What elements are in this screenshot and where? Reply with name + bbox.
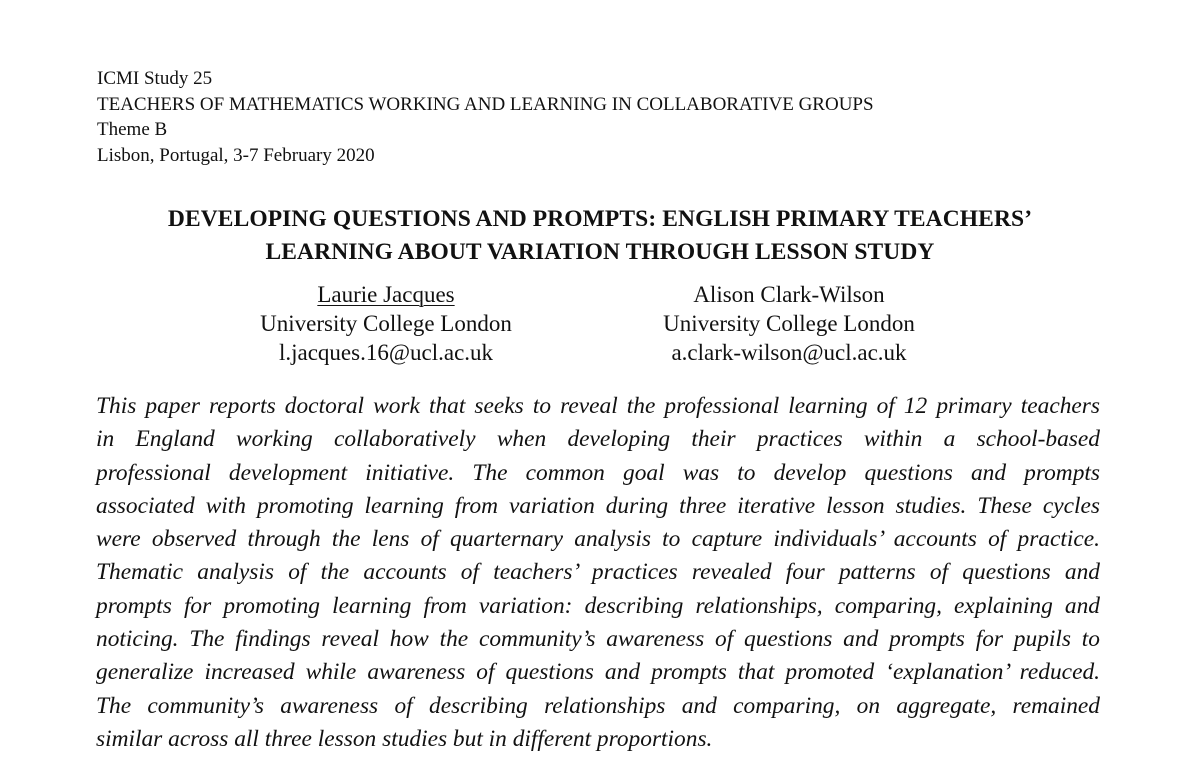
abstract-line: Thematic analysis of the accounts of teachers’ practices revealed four patterns of questions and [96, 559, 1100, 586]
abstract-line: professional development initiative. The common goal was to develop questions and prompts [96, 459, 1100, 486]
author-affiliation: University College London [663, 311, 915, 336]
abstract-line: similar across all three lesson studies but in different proportions. [96, 725, 713, 752]
author-block-2 [639, 280, 939, 367]
author-name: Alison Clark-Wilson [693, 282, 885, 307]
author-email: l.jacques.16@ucl.ac.uk [278, 340, 494, 365]
author-block-1 [236, 280, 536, 367]
abstract-line: generalize increased while awareness of questions and prompts that promoted ‘explanation’ reduced. [96, 659, 1100, 686]
paper-title [0, 203, 1200, 269]
abstract-line: noticing. The findings reveal how the community’s awareness of questions and prompts for pupils to [96, 626, 1100, 653]
abstract-line: This paper reports doctoral work that seeks to reveal the professional learning of 12 primary teachers [96, 393, 1100, 419]
abstract-line: prompts for promoting learning from variation: describing relationships, comparing, explaining and [96, 592, 1100, 619]
conference-location-date: Lisbon, Portugal, 3-7 February 2020 [97, 144, 375, 166]
conference-header [97, 66, 874, 168]
author-email: a.clark-wilson@ucl.ac.uk [671, 340, 907, 365]
abstract-line: The community’s awareness of describing relationships and comparing, on aggregate, remained [96, 692, 1100, 719]
paper-title-line-1: DEVELOPING QUESTIONS AND PROMPTS: ENGLISH PRIMARY TEACHERS’ [167, 206, 1033, 232]
conference-theme: Theme B [97, 119, 168, 140]
author-name: Laurie Jacques [317, 282, 455, 307]
author-affiliation: University College London [260, 311, 512, 336]
conference-title: TEACHERS OF MATHEMATICS WORKING AND LEARNING IN COLLABORATIVE GROUPS [97, 93, 874, 115]
abstract-line: associated with promoting learning from variation during three iterative lesson studies. These cycles [96, 492, 1100, 519]
abstract [96, 390, 1100, 756]
conference-study: ICMI Study 25 [97, 68, 213, 89]
paper-title-line-2: LEARNING ABOUT VARIATION THROUGH LESSON STUDY [265, 239, 935, 265]
abstract-line: were observed through the lens of quarternary analysis to capture individuals’ accounts of practice. [96, 526, 1100, 553]
abstract-line: in England working collaboratively when developing their practices within a school-based [96, 426, 1100, 453]
